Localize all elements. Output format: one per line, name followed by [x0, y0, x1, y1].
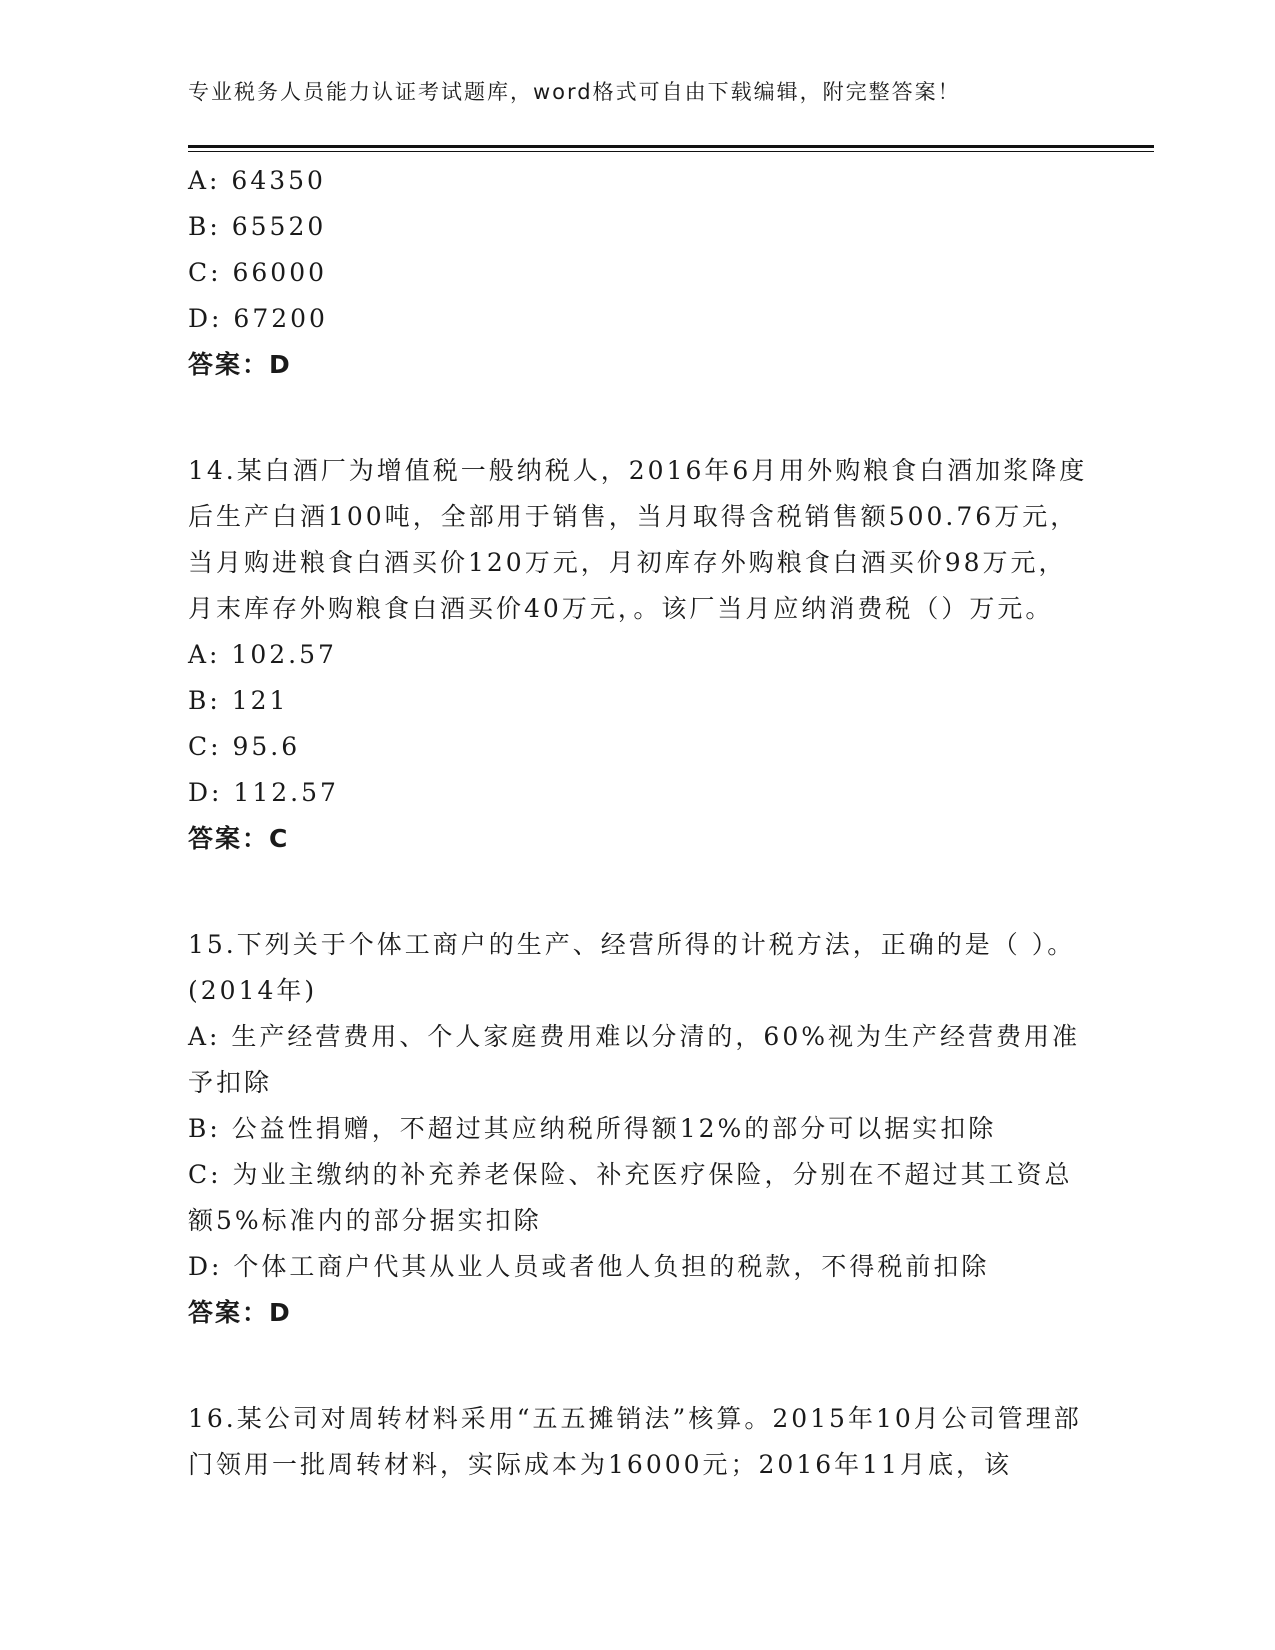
- question-list: [188, 158, 1088, 1488]
- option-c: C: 95.6: [188, 732, 301, 761]
- option-a: A: 102.57: [188, 640, 337, 669]
- answer: 答案：C: [188, 824, 290, 853]
- answer: 答案：D: [188, 350, 292, 379]
- question-text: 16.某公司对周转材料采用“五五摊销法”核算。2015年10月公司管理部门领用一批周转材料，实际成本为16000元；2016年11月底，该: [188, 1404, 1082, 1479]
- option-d: D: 112.57: [188, 778, 339, 807]
- question-14: [188, 448, 1088, 862]
- page-header: 专业税务人员能力认证考试题库，word格式可自由下载编辑，附完整答案！: [188, 80, 961, 104]
- option-b: B: 121: [188, 686, 289, 715]
- question-text: 15.下列关于个体工商户的生产、经营所得的计税方法，正确的是（ ）。(2014年): [188, 930, 1076, 1005]
- question-13: [188, 158, 1088, 388]
- option-d: D: 67200: [188, 304, 328, 333]
- option-d: D: 个体工商户代其从业人员或者他人负担的税款，不得税前扣除: [188, 1252, 990, 1281]
- option-b: B: 公益性捐赠，不超过其应纳税所得额12%的部分可以据实扣除: [188, 1114, 997, 1143]
- question-15: [188, 922, 1088, 1336]
- question-16: [188, 1396, 1088, 1488]
- answer: 答案：D: [188, 1298, 292, 1327]
- option-a: A: 生产经营费用、个人家庭费用难以分清的，60%视为生产经营费用准予扣除: [188, 1022, 1080, 1097]
- header-rule-thin: [188, 151, 1154, 152]
- header-rule-thick: [188, 145, 1154, 148]
- option-a: A: 64350: [188, 166, 326, 195]
- question-text: 14.某白酒厂为增值税一般纳税人，2016年6月用外购粮食白酒加浆降度后生产白酒100吨，全部用于销售，当月取得含税销售额500.76万元，当月购进粮食白酒买价120万元，月初库存外购粮食白酒买价98万元，月末库存外购粮食白酒买价40万元，。该厂当月应纳消费税（）万元。: [188, 456, 1088, 623]
- option-c: C: 为业主缴纳的补充养老保险、补充医疗保险，分别在不超过其工资总额5%标准内的部分据实扣除: [188, 1160, 1073, 1235]
- option-b: B: 65520: [188, 212, 327, 241]
- option-c: C: 66000: [188, 258, 328, 287]
